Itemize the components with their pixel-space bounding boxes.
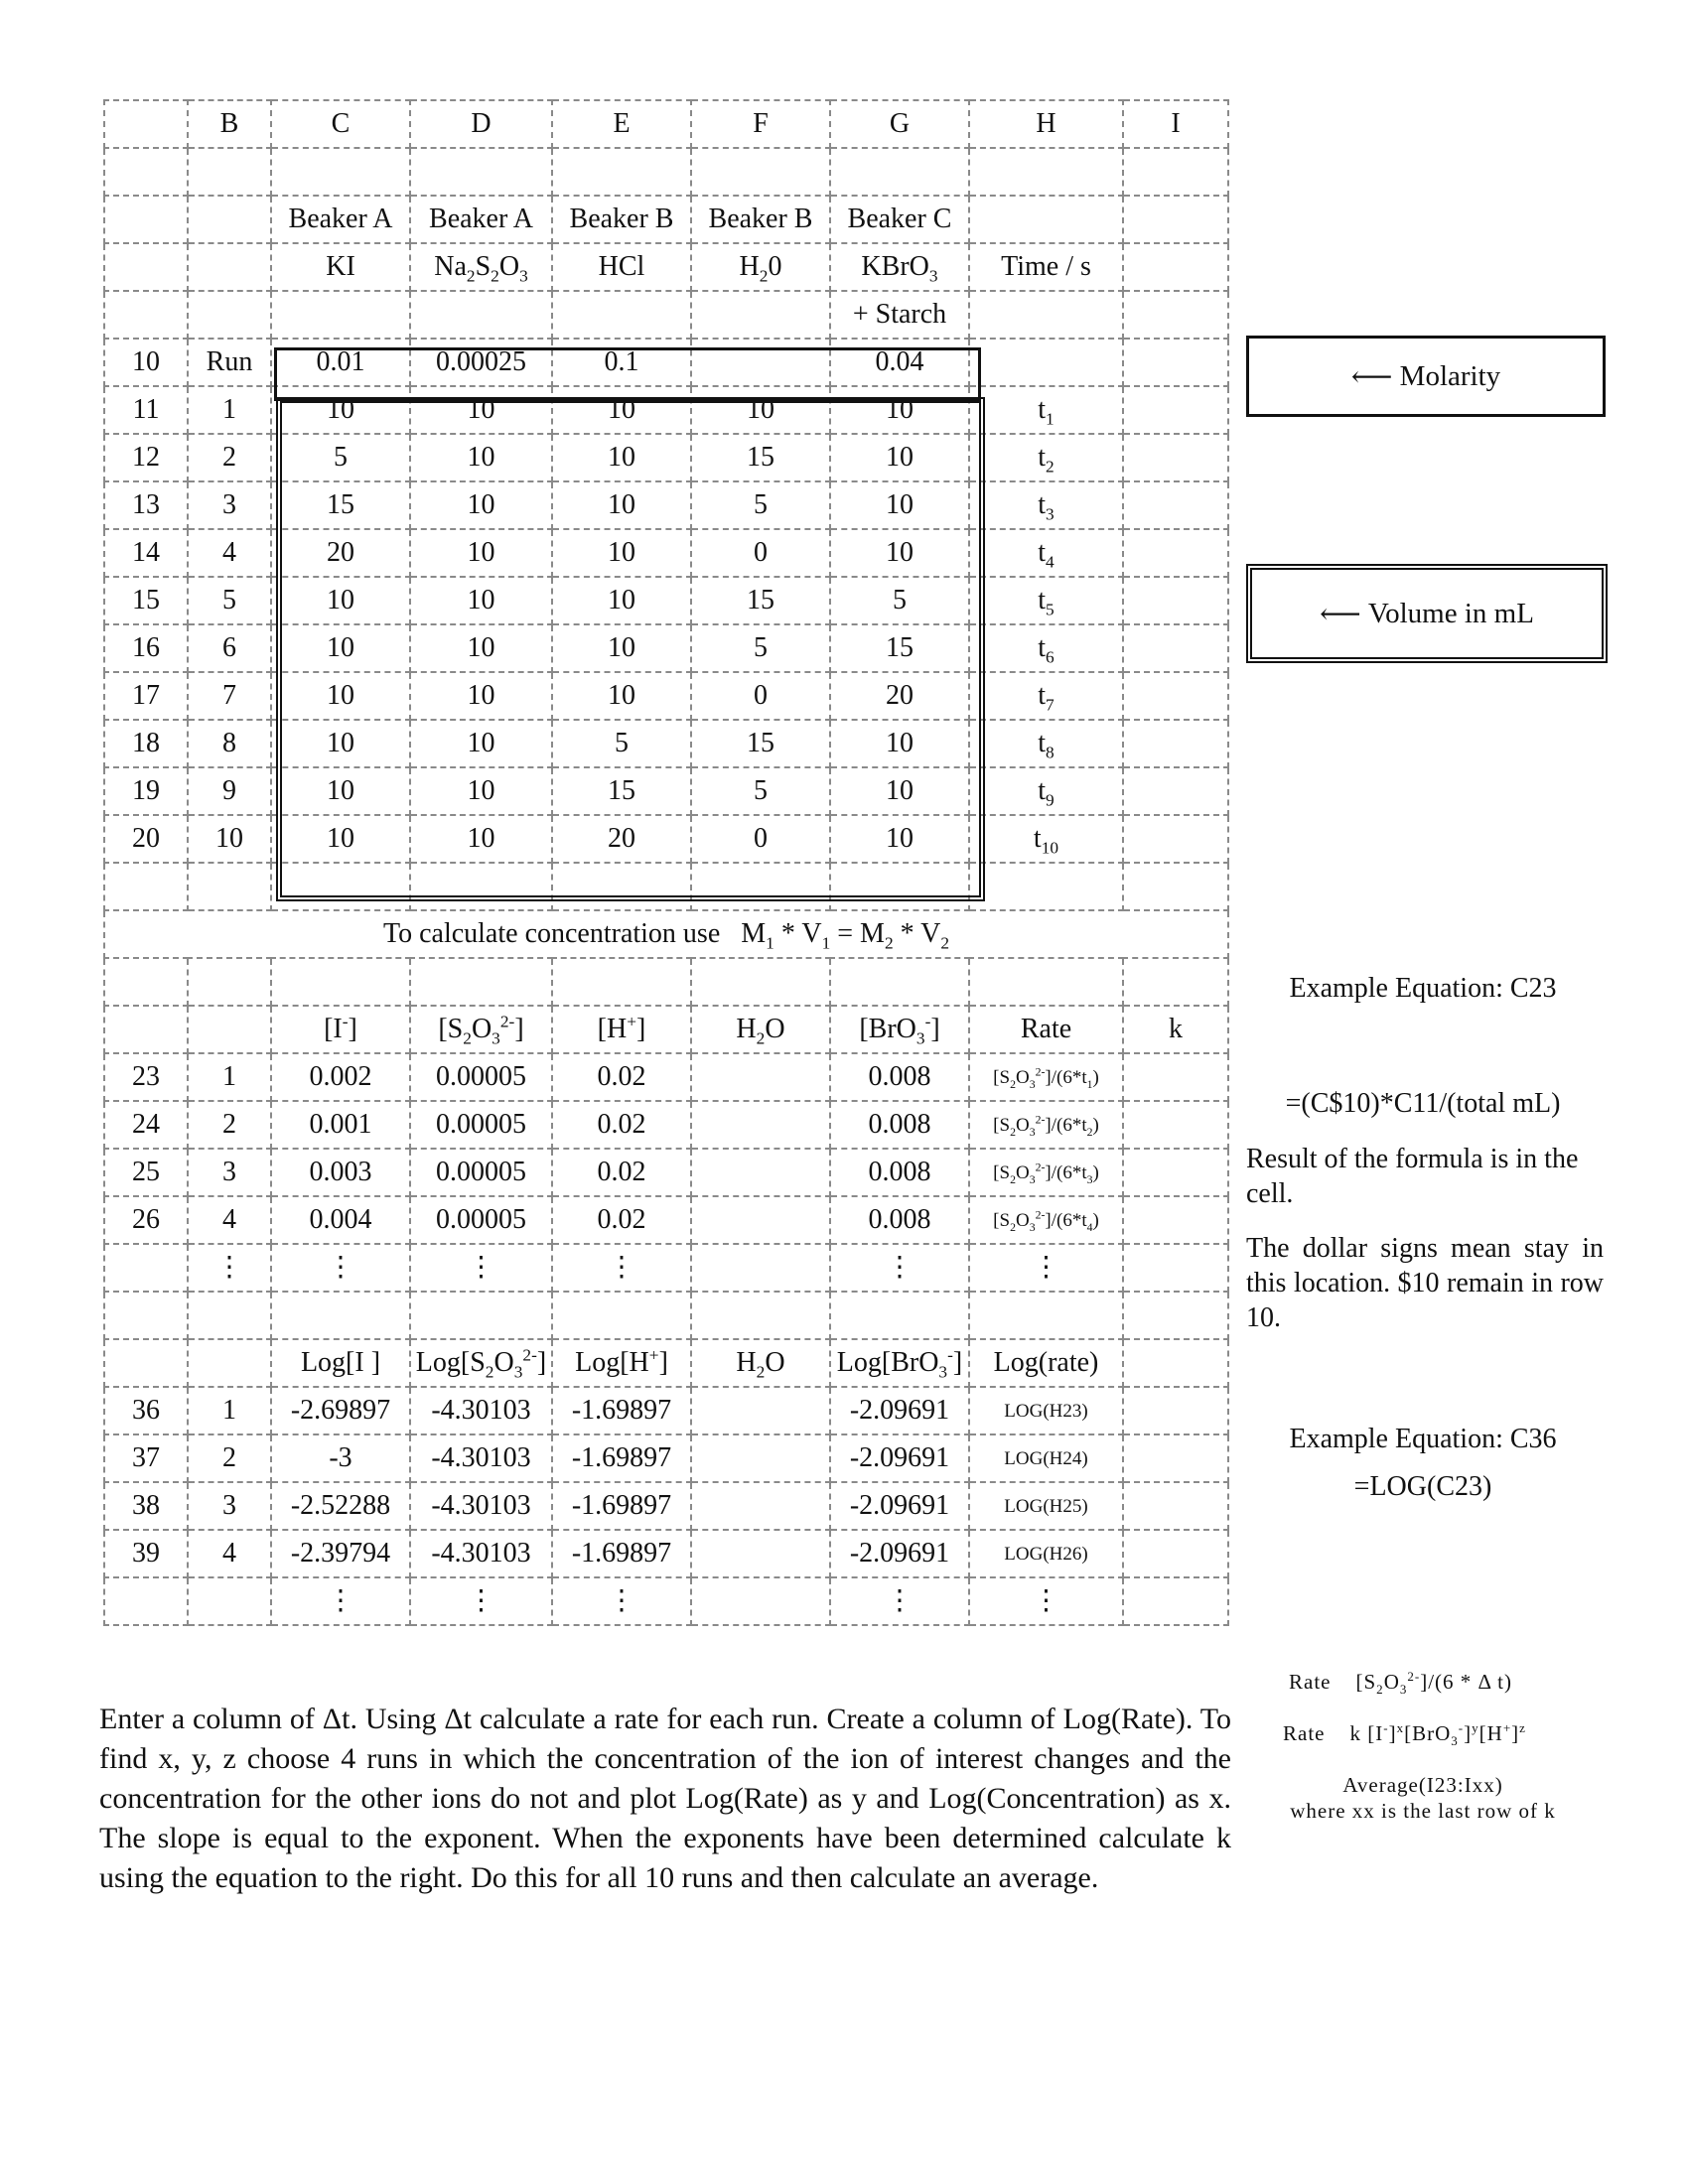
cell[interactable] xyxy=(691,1482,830,1530)
cell[interactable]: Beaker C xyxy=(830,196,969,243)
row-number: 38 xyxy=(104,1482,188,1530)
run-cell[interactable]: 3 xyxy=(188,481,271,529)
volume-cell[interactable]: 10 xyxy=(271,672,410,720)
run-cell[interactable]: 2 xyxy=(188,1434,271,1482)
empty-row xyxy=(104,863,1228,910)
time-cell[interactable]: $t_8$ xyxy=(969,720,1123,767)
cell[interactable]: KBrO$_3$ xyxy=(830,243,969,291)
cell: ⋮ xyxy=(969,1244,1123,1292)
example-equation-title-2: Example Equation: C36 xyxy=(1289,1424,1557,1454)
log-cell[interactable]: -2.39794 xyxy=(271,1530,410,1577)
concentration-cell[interactable]: 0.008 xyxy=(830,1053,969,1101)
volume-cell[interactable]: 10 xyxy=(410,815,552,863)
volume-cell[interactable]: 20 xyxy=(271,529,410,577)
result-note: Result of the formula is in the cell. xyxy=(1246,1144,1579,1209)
cell[interactable]: 0.00025 xyxy=(410,339,552,386)
run-cell[interactable]: 4 xyxy=(188,529,271,577)
concentration-cell[interactable]: 0.008 xyxy=(830,1196,969,1244)
volume-cell[interactable]: 10 xyxy=(830,481,969,529)
cell[interactable] xyxy=(1123,767,1228,815)
volume-cell[interactable]: 10 xyxy=(271,577,410,624)
volume-row xyxy=(104,767,1228,815)
cell[interactable]: Beaker A xyxy=(271,196,410,243)
column-header[interactable]: D xyxy=(410,100,552,148)
row-number: 36 xyxy=(104,1387,188,1434)
log-cell[interactable]: -3 xyxy=(271,1434,410,1482)
column-header[interactable]: I xyxy=(1123,100,1228,148)
volume-row xyxy=(104,481,1228,529)
cell[interactable]: [H+] xyxy=(552,1006,691,1053)
run-cell[interactable]: 1 xyxy=(188,1053,271,1101)
concentration-row xyxy=(104,1101,1228,1149)
volume-row xyxy=(104,624,1228,672)
run-cell[interactable]: 8 xyxy=(188,720,271,767)
concentration-cell[interactable]: 0.003 xyxy=(271,1149,410,1196)
cell[interactable] xyxy=(691,1053,830,1101)
row-number: 25 xyxy=(104,1149,188,1196)
time-cell[interactable]: $t_6$ xyxy=(969,624,1123,672)
volume-cell[interactable]: 10 xyxy=(271,386,410,434)
cell: ⋮ xyxy=(969,1577,1123,1625)
row-number: 39 xyxy=(104,1530,188,1577)
reagent-row xyxy=(104,243,1228,291)
calc-note-row xyxy=(104,910,1228,958)
cell[interactable]: 0.04 xyxy=(830,339,969,386)
log-cell[interactable]: -4.30103 xyxy=(410,1387,552,1434)
run-cell[interactable]: 7 xyxy=(188,672,271,720)
cell[interactable]: $H_20$ xyxy=(691,243,830,291)
concentration-cell[interactable]: 0.001 xyxy=(271,1101,410,1149)
volume-cell[interactable]: 5 xyxy=(830,577,969,624)
run-cell[interactable]: 5 xyxy=(188,577,271,624)
volume-cell[interactable]: 15 xyxy=(271,481,410,529)
row-number: 17 xyxy=(104,672,188,720)
cell: ⋮ xyxy=(552,1577,691,1625)
cell[interactable] xyxy=(691,1149,830,1196)
row-number: 10 xyxy=(104,339,188,386)
concentration-cell[interactable]: 0.02 xyxy=(552,1053,691,1101)
cell[interactable]: Run xyxy=(188,339,271,386)
volume-cell[interactable]: 10 xyxy=(410,481,552,529)
cell[interactable] xyxy=(1123,434,1228,481)
example-equation-formula-2: =LOG(C23) xyxy=(1353,1471,1492,1502)
cell[interactable]: 0.1 xyxy=(552,339,691,386)
cell: ⋮ xyxy=(271,1244,410,1292)
run-cell[interactable]: 2 xyxy=(188,434,271,481)
column-header[interactable]: G xyxy=(830,100,969,148)
cell[interactable]: $H_2O$ xyxy=(691,1339,830,1387)
concentration-cell[interactable]: 0.00005 xyxy=(410,1101,552,1149)
log-cell[interactable]: -1.69897 xyxy=(552,1530,691,1577)
volume-cell[interactable]: 10 xyxy=(552,672,691,720)
log-row xyxy=(104,1482,1228,1530)
volume-cell[interactable]: 15 xyxy=(830,624,969,672)
cell: ⋮ xyxy=(552,1244,691,1292)
rate-formula-cell[interactable]: $[S_2O_3^{2-}]/(6*t_3)$ xyxy=(969,1149,1123,1196)
cell: ⋮ xyxy=(830,1577,969,1625)
concentration-row xyxy=(104,1196,1228,1244)
run-cell[interactable]: 3 xyxy=(188,1149,271,1196)
k-cell[interactable] xyxy=(1123,1101,1228,1149)
concentration-row xyxy=(104,1149,1228,1196)
cell[interactable] xyxy=(691,1196,830,1244)
volume-row xyxy=(104,529,1228,577)
cell[interactable]: Beaker B xyxy=(691,196,830,243)
concentration-cell[interactable]: 0.00005 xyxy=(410,1053,552,1101)
cell[interactable] xyxy=(1123,815,1228,863)
row-number: 16 xyxy=(104,624,188,672)
cell[interactable] xyxy=(691,339,830,386)
row-number: 11 xyxy=(104,386,188,434)
concentration-cell[interactable]: 0.00005 xyxy=(410,1196,552,1244)
rate-formula-cell[interactable]: $[S_2O_3^{2-}]/(6*t_4)$ xyxy=(969,1196,1123,1244)
volume-cell[interactable]: 10 xyxy=(830,767,969,815)
cell[interactable] xyxy=(1123,1482,1228,1530)
concentration-cell[interactable]: 0.02 xyxy=(552,1196,691,1244)
rate-formula-cell[interactable]: $[S_2O_3^{2-}]/(6*t_2)$ xyxy=(969,1101,1123,1149)
cell: ⋮ xyxy=(830,1244,969,1292)
concentration-row xyxy=(104,1053,1228,1101)
volume-cell[interactable]: 10 xyxy=(271,815,410,863)
run-cell[interactable]: 10 xyxy=(188,815,271,863)
concentration-cell[interactable]: 0.002 xyxy=(271,1053,410,1101)
rate-formula-cell[interactable]: $[S_2O_3^{2-}]/(6*t_1)$ xyxy=(969,1053,1123,1101)
volume-cell[interactable]: 10 xyxy=(552,434,691,481)
volume-cell[interactable]: 10 xyxy=(830,720,969,767)
cell[interactable] xyxy=(1123,1434,1228,1482)
molarity-callout: ⟵ Molarity xyxy=(1246,336,1606,417)
concentration-cell[interactable]: 0.008 xyxy=(830,1149,969,1196)
column-header[interactable]: B xyxy=(188,100,271,148)
volume-row xyxy=(104,815,1228,863)
time-cell[interactable]: $t_3$ xyxy=(969,481,1123,529)
log-cell[interactable]: -2.09691 xyxy=(830,1530,969,1577)
spreadsheet-grid xyxy=(103,99,1229,1626)
log-cell[interactable]: -1.69897 xyxy=(552,1434,691,1482)
cell[interactable] xyxy=(691,1387,830,1434)
row-number: 20 xyxy=(104,815,188,863)
k-cell[interactable] xyxy=(1123,1053,1228,1101)
volume-row xyxy=(104,386,1228,434)
volume-cell[interactable]: 10 xyxy=(410,720,552,767)
time-cell[interactable]: $t_9$ xyxy=(969,767,1123,815)
cell[interactable]: Log[H+] xyxy=(552,1339,691,1387)
log-formula-cell[interactable]: LOG(H26) xyxy=(969,1530,1123,1577)
volume-row xyxy=(104,720,1228,767)
row-number: 26 xyxy=(104,1196,188,1244)
cell[interactable]: 0.01 xyxy=(271,339,410,386)
log-cell[interactable]: -1.69897 xyxy=(552,1387,691,1434)
volume-cell[interactable]: 5 xyxy=(552,720,691,767)
cell: ⋮ xyxy=(271,1577,410,1625)
volume-cell[interactable]: 10 xyxy=(552,386,691,434)
run-cell[interactable]: 6 xyxy=(188,624,271,672)
volume-callout: ⟵ Volume in mL xyxy=(1246,564,1608,663)
volume-cell[interactable]: 10 xyxy=(830,386,969,434)
volume-cell[interactable]: 10 xyxy=(271,767,410,815)
time-cell[interactable]: $t_4$ xyxy=(969,529,1123,577)
volume-cell[interactable]: 10 xyxy=(271,624,410,672)
concentration-cell[interactable]: 0.02 xyxy=(552,1101,691,1149)
volume-cell[interactable]: 10 xyxy=(830,434,969,481)
cell[interactable]: Rate xyxy=(969,1006,1123,1053)
cell[interactable]: Log[BrO$_3$-] xyxy=(830,1339,969,1387)
left-arrow-icon: ⟵ xyxy=(1320,598,1368,630)
time-cell[interactable]: $t_1$ xyxy=(969,386,1123,434)
k-cell[interactable] xyxy=(1123,1196,1228,1244)
log-cell[interactable]: -4.30103 xyxy=(410,1434,552,1482)
log-formula-cell[interactable]: LOG(H25) xyxy=(969,1482,1123,1530)
run-cell[interactable]: 4 xyxy=(188,1196,271,1244)
cell[interactable] xyxy=(691,1434,830,1482)
time-cell[interactable]: $t_7$ xyxy=(969,672,1123,720)
concentration-header-row xyxy=(104,1006,1228,1053)
volume-cell[interactable]: 5 xyxy=(271,434,410,481)
cell[interactable]: Beaker B xyxy=(552,196,691,243)
volume-cell[interactable]: 10 xyxy=(410,386,552,434)
volume-cell[interactable]: 10 xyxy=(410,529,552,577)
volume-cell[interactable]: 20 xyxy=(552,815,691,863)
row-number: 24 xyxy=(104,1101,188,1149)
cell[interactable]: [BrO$_3$-] xyxy=(830,1006,969,1053)
cell[interactable]: $Log[S_2O_3^{2-}]$ xyxy=(410,1339,552,1387)
cell[interactable]: Time / s xyxy=(969,243,1123,291)
volume-cell[interactable]: 5 xyxy=(691,767,830,815)
run-cell[interactable]: 1 xyxy=(188,386,271,434)
cell[interactable] xyxy=(1123,720,1228,767)
cell: ⋮ xyxy=(410,1577,552,1625)
concentration-cell[interactable]: 0.02 xyxy=(552,1149,691,1196)
log-row xyxy=(104,1434,1228,1482)
cell[interactable]: HCl xyxy=(552,243,691,291)
log-cell[interactable]: -2.69897 xyxy=(271,1387,410,1434)
starch-row xyxy=(104,291,1228,339)
row-number: 37 xyxy=(104,1434,188,1482)
volume-cell[interactable]: 15 xyxy=(691,434,830,481)
time-cell[interactable]: $t_5$ xyxy=(969,577,1123,624)
molarity-row xyxy=(104,339,1228,386)
volume-cell[interactable]: 10 xyxy=(410,577,552,624)
volume-cell[interactable]: 0 xyxy=(691,672,830,720)
run-cell[interactable]: 1 xyxy=(188,1387,271,1434)
cell[interactable]: k xyxy=(1123,1006,1228,1053)
log-cell[interactable]: -2.09691 xyxy=(830,1434,969,1482)
row-number: 15 xyxy=(104,577,188,624)
concentration-cell[interactable]: 0.00005 xyxy=(410,1149,552,1196)
cell[interactable] xyxy=(1123,1530,1228,1577)
average-formula-note: where xx is the last row of k xyxy=(1290,1799,1556,1823)
cell[interactable]: + Starch xyxy=(830,291,969,339)
volume-cell[interactable]: 5 xyxy=(691,481,830,529)
log-row xyxy=(104,1530,1228,1577)
volume-cell[interactable]: 0 xyxy=(691,815,830,863)
volume-cell[interactable]: 15 xyxy=(691,577,830,624)
instructions-paragraph: Enter a column of Δt. Using Δt calculate a rate for each run. Create a column of Log(Rate). To find x, y, z choose 4 runs in which the concentration of the ion of interest changes and the concentration for the other ions do not and plot Log(Rate) as y and Log(Concentration) as x. The slope is equal to the exponent. When the exponents have been determined calculate k using the equation to the right. Do this for all 10 runs and then calculate an average. xyxy=(99,1703,1231,1894)
cell: ⋮ xyxy=(188,1244,271,1292)
time-cell[interactable]: $t_2$ xyxy=(969,434,1123,481)
cell[interactable] xyxy=(1123,481,1228,529)
cell[interactable]: Log(rate) xyxy=(969,1339,1123,1387)
rate-equation-1: Rate $[S_2O_3^{2-}]/(6$ * Δ t) xyxy=(1289,1669,1512,1698)
volume-cell[interactable]: 0 xyxy=(691,529,830,577)
cell[interactable]: $H_2O$ xyxy=(691,1006,830,1053)
beaker-row xyxy=(104,196,1228,243)
left-arrow-icon: ⟵ xyxy=(1350,360,1400,393)
volume-cell[interactable]: 10 xyxy=(552,481,691,529)
log-cell[interactable]: -1.69897 xyxy=(552,1482,691,1530)
cell[interactable] xyxy=(1123,672,1228,720)
time-cell[interactable]: $t_{10}$ xyxy=(969,815,1123,863)
concentration-cell[interactable]: 0.004 xyxy=(271,1196,410,1244)
example-equation-title: Example Equation: C23 xyxy=(1289,973,1557,1004)
run-cell[interactable]: 2 xyxy=(188,1101,271,1149)
volume-cell[interactable]: 10 xyxy=(410,624,552,672)
row-number: 23 xyxy=(104,1053,188,1101)
log-row xyxy=(104,1387,1228,1434)
cell[interactable]: Beaker A xyxy=(410,196,552,243)
volume-cell[interactable]: 10 xyxy=(552,624,691,672)
k-cell[interactable] xyxy=(1123,1149,1228,1196)
volume-row xyxy=(104,434,1228,481)
empty-row xyxy=(104,148,1228,196)
cell[interactable] xyxy=(1123,386,1228,434)
log-cell[interactable]: -2.52288 xyxy=(271,1482,410,1530)
volume-cell[interactable]: 10 xyxy=(410,672,552,720)
column-header[interactable]: E xyxy=(552,100,691,148)
concentration-cell[interactable]: 0.008 xyxy=(830,1101,969,1149)
average-formula: Average(I23:Ixx) xyxy=(1342,1773,1503,1797)
ellipsis-row xyxy=(104,1577,1228,1625)
cell: ⋮ xyxy=(410,1244,552,1292)
cell[interactable] xyxy=(691,1101,830,1149)
volume-row xyxy=(104,577,1228,624)
row-number: 19 xyxy=(104,767,188,815)
run-cell[interactable]: 4 xyxy=(188,1530,271,1577)
volume-cell[interactable]: 10 xyxy=(552,529,691,577)
volume-cell[interactable]: 10 xyxy=(830,815,969,863)
volume-cell[interactable]: 15 xyxy=(552,767,691,815)
cell[interactable]: KI xyxy=(271,243,410,291)
run-cell[interactable]: 3 xyxy=(188,1482,271,1530)
empty-row xyxy=(104,1292,1228,1339)
log-header-row xyxy=(104,1339,1228,1387)
log-cell[interactable]: -2.09691 xyxy=(830,1387,969,1434)
volume-cell[interactable]: 20 xyxy=(830,672,969,720)
cell[interactable]: [I-] xyxy=(271,1006,410,1053)
row-number: 18 xyxy=(104,720,188,767)
calc-note: To calculate concentration use $M_1 * V_1 = M_2 * V_2$ xyxy=(104,910,1228,958)
log-formula-cell[interactable]: LOG(H24) xyxy=(969,1434,1123,1482)
log-cell[interactable]: -4.30103 xyxy=(410,1530,552,1577)
column-header-row xyxy=(104,100,1228,148)
empty-row xyxy=(104,958,1228,1006)
column-header[interactable]: F xyxy=(691,100,830,148)
volume-cell[interactable]: 10 xyxy=(271,720,410,767)
volume-cell[interactable]: 5 xyxy=(691,624,830,672)
cell[interactable] xyxy=(1123,529,1228,577)
cell[interactable] xyxy=(1123,1387,1228,1434)
cell[interactable]: $Na_2S_2O_3$ xyxy=(410,243,552,291)
ellipsis-row xyxy=(104,1244,1228,1292)
cell[interactable]: $[S_2O_3^{2-}]$ xyxy=(410,1006,552,1053)
log-cell[interactable]: -2.09691 xyxy=(830,1482,969,1530)
rate-equation-2: Rate k $[I^-]^x[BrO_3^-]^y[H^+]^z$ xyxy=(1283,1720,1526,1749)
column-header[interactable]: H xyxy=(969,100,1123,148)
column-header[interactable]: C xyxy=(271,100,410,148)
cell[interactable] xyxy=(691,1530,830,1577)
example-equation-formula: =(C$10)*C11/(total mL) xyxy=(1285,1088,1561,1119)
volume-cell[interactable]: 10 xyxy=(552,577,691,624)
volume-cell[interactable]: 10 xyxy=(410,767,552,815)
cell[interactable] xyxy=(1123,577,1228,624)
dollar-sign-note: The dollar signs mean stay in this location. $10 remain in row 10. xyxy=(1246,1233,1604,1333)
volume-cell[interactable]: 10 xyxy=(691,386,830,434)
row-number: 12 xyxy=(104,434,188,481)
column-header[interactable] xyxy=(104,100,188,148)
cell[interactable]: Log[I ] xyxy=(271,1339,410,1387)
volume-cell[interactable]: 10 xyxy=(830,529,969,577)
log-cell[interactable]: -4.30103 xyxy=(410,1482,552,1530)
row-number: 13 xyxy=(104,481,188,529)
log-formula-cell[interactable]: LOG(H23) xyxy=(969,1387,1123,1434)
volume-cell[interactable]: 10 xyxy=(410,434,552,481)
volume-row xyxy=(104,672,1228,720)
row-number: 14 xyxy=(104,529,188,577)
run-cell[interactable]: 9 xyxy=(188,767,271,815)
cell[interactable] xyxy=(1123,624,1228,672)
volume-cell[interactable]: 15 xyxy=(691,720,830,767)
